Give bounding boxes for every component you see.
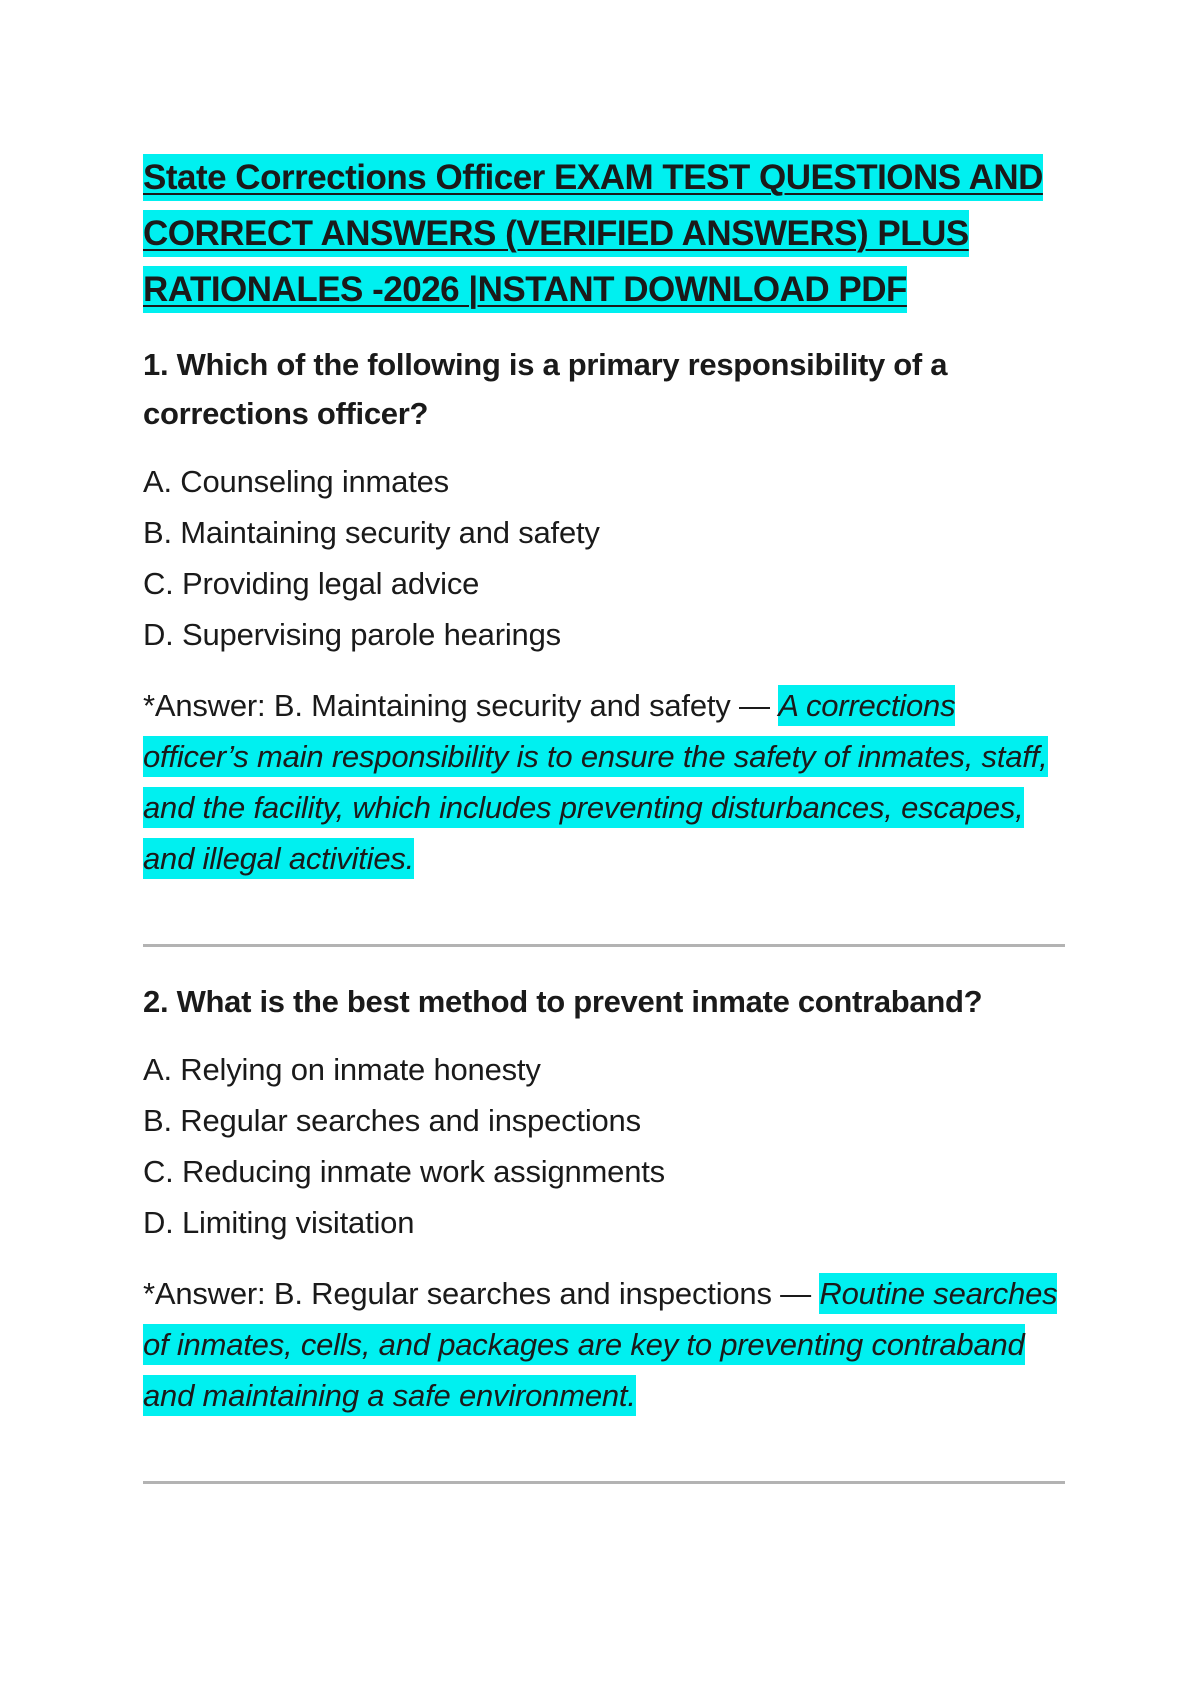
answer-options <box>143 1044 1065 1248</box>
answer-options <box>143 456 1065 660</box>
question-text: 2. What is the best method to prevent inmate contraband? <box>143 984 983 1019</box>
option-b: B. Maintaining security and safety <box>143 515 600 550</box>
option-b: B. Regular searches and inspections <box>143 1103 641 1138</box>
option-c: C. Reducing inmate work assignments <box>143 1154 665 1189</box>
option-a: A. Relying on inmate honesty <box>143 1052 541 1087</box>
section-divider <box>143 944 1065 947</box>
option-d: D. Supervising parole hearings <box>143 617 561 652</box>
document-title-text: State Corrections Officer EXAM TEST QUESTIONS AND CORRECT ANSWERS (VERIFIED ANSWERS) PLUS RATIONALES -2026 |NSTANT DOWNLOAD PDF <box>143 154 1043 313</box>
question-block-2 <box>143 977 1065 1421</box>
section-divider <box>143 1481 1065 1484</box>
option-c: C. Providing legal advice <box>143 566 480 601</box>
document-page <box>143 150 1065 1484</box>
answer-rationale: Routine searches of inmates, cells, and packages are key to preventing contraband and maintaining a safe environment. <box>143 1273 1057 1416</box>
option-a: A. Counseling inmates <box>143 464 449 499</box>
answer-rationale: A corrections officer’s main responsibility is to ensure the safety of inmates, staff, and the facility, which includes preventing disturbances, escapes, and illegal activities. <box>143 685 1048 879</box>
question-text: 1. Which of the following is a primary responsibility of a corrections officer? <box>143 347 948 431</box>
answer-prefix: *Answer: B. Maintaining security and safety — <box>143 688 770 723</box>
question-block-1 <box>143 340 1065 884</box>
answer-prefix: *Answer: B. Regular searches and inspections — <box>143 1276 811 1311</box>
answer-text <box>143 680 1065 884</box>
document-title <box>143 150 1065 318</box>
answer-text <box>143 1268 1065 1421</box>
option-d: D. Limiting visitation <box>143 1205 415 1240</box>
